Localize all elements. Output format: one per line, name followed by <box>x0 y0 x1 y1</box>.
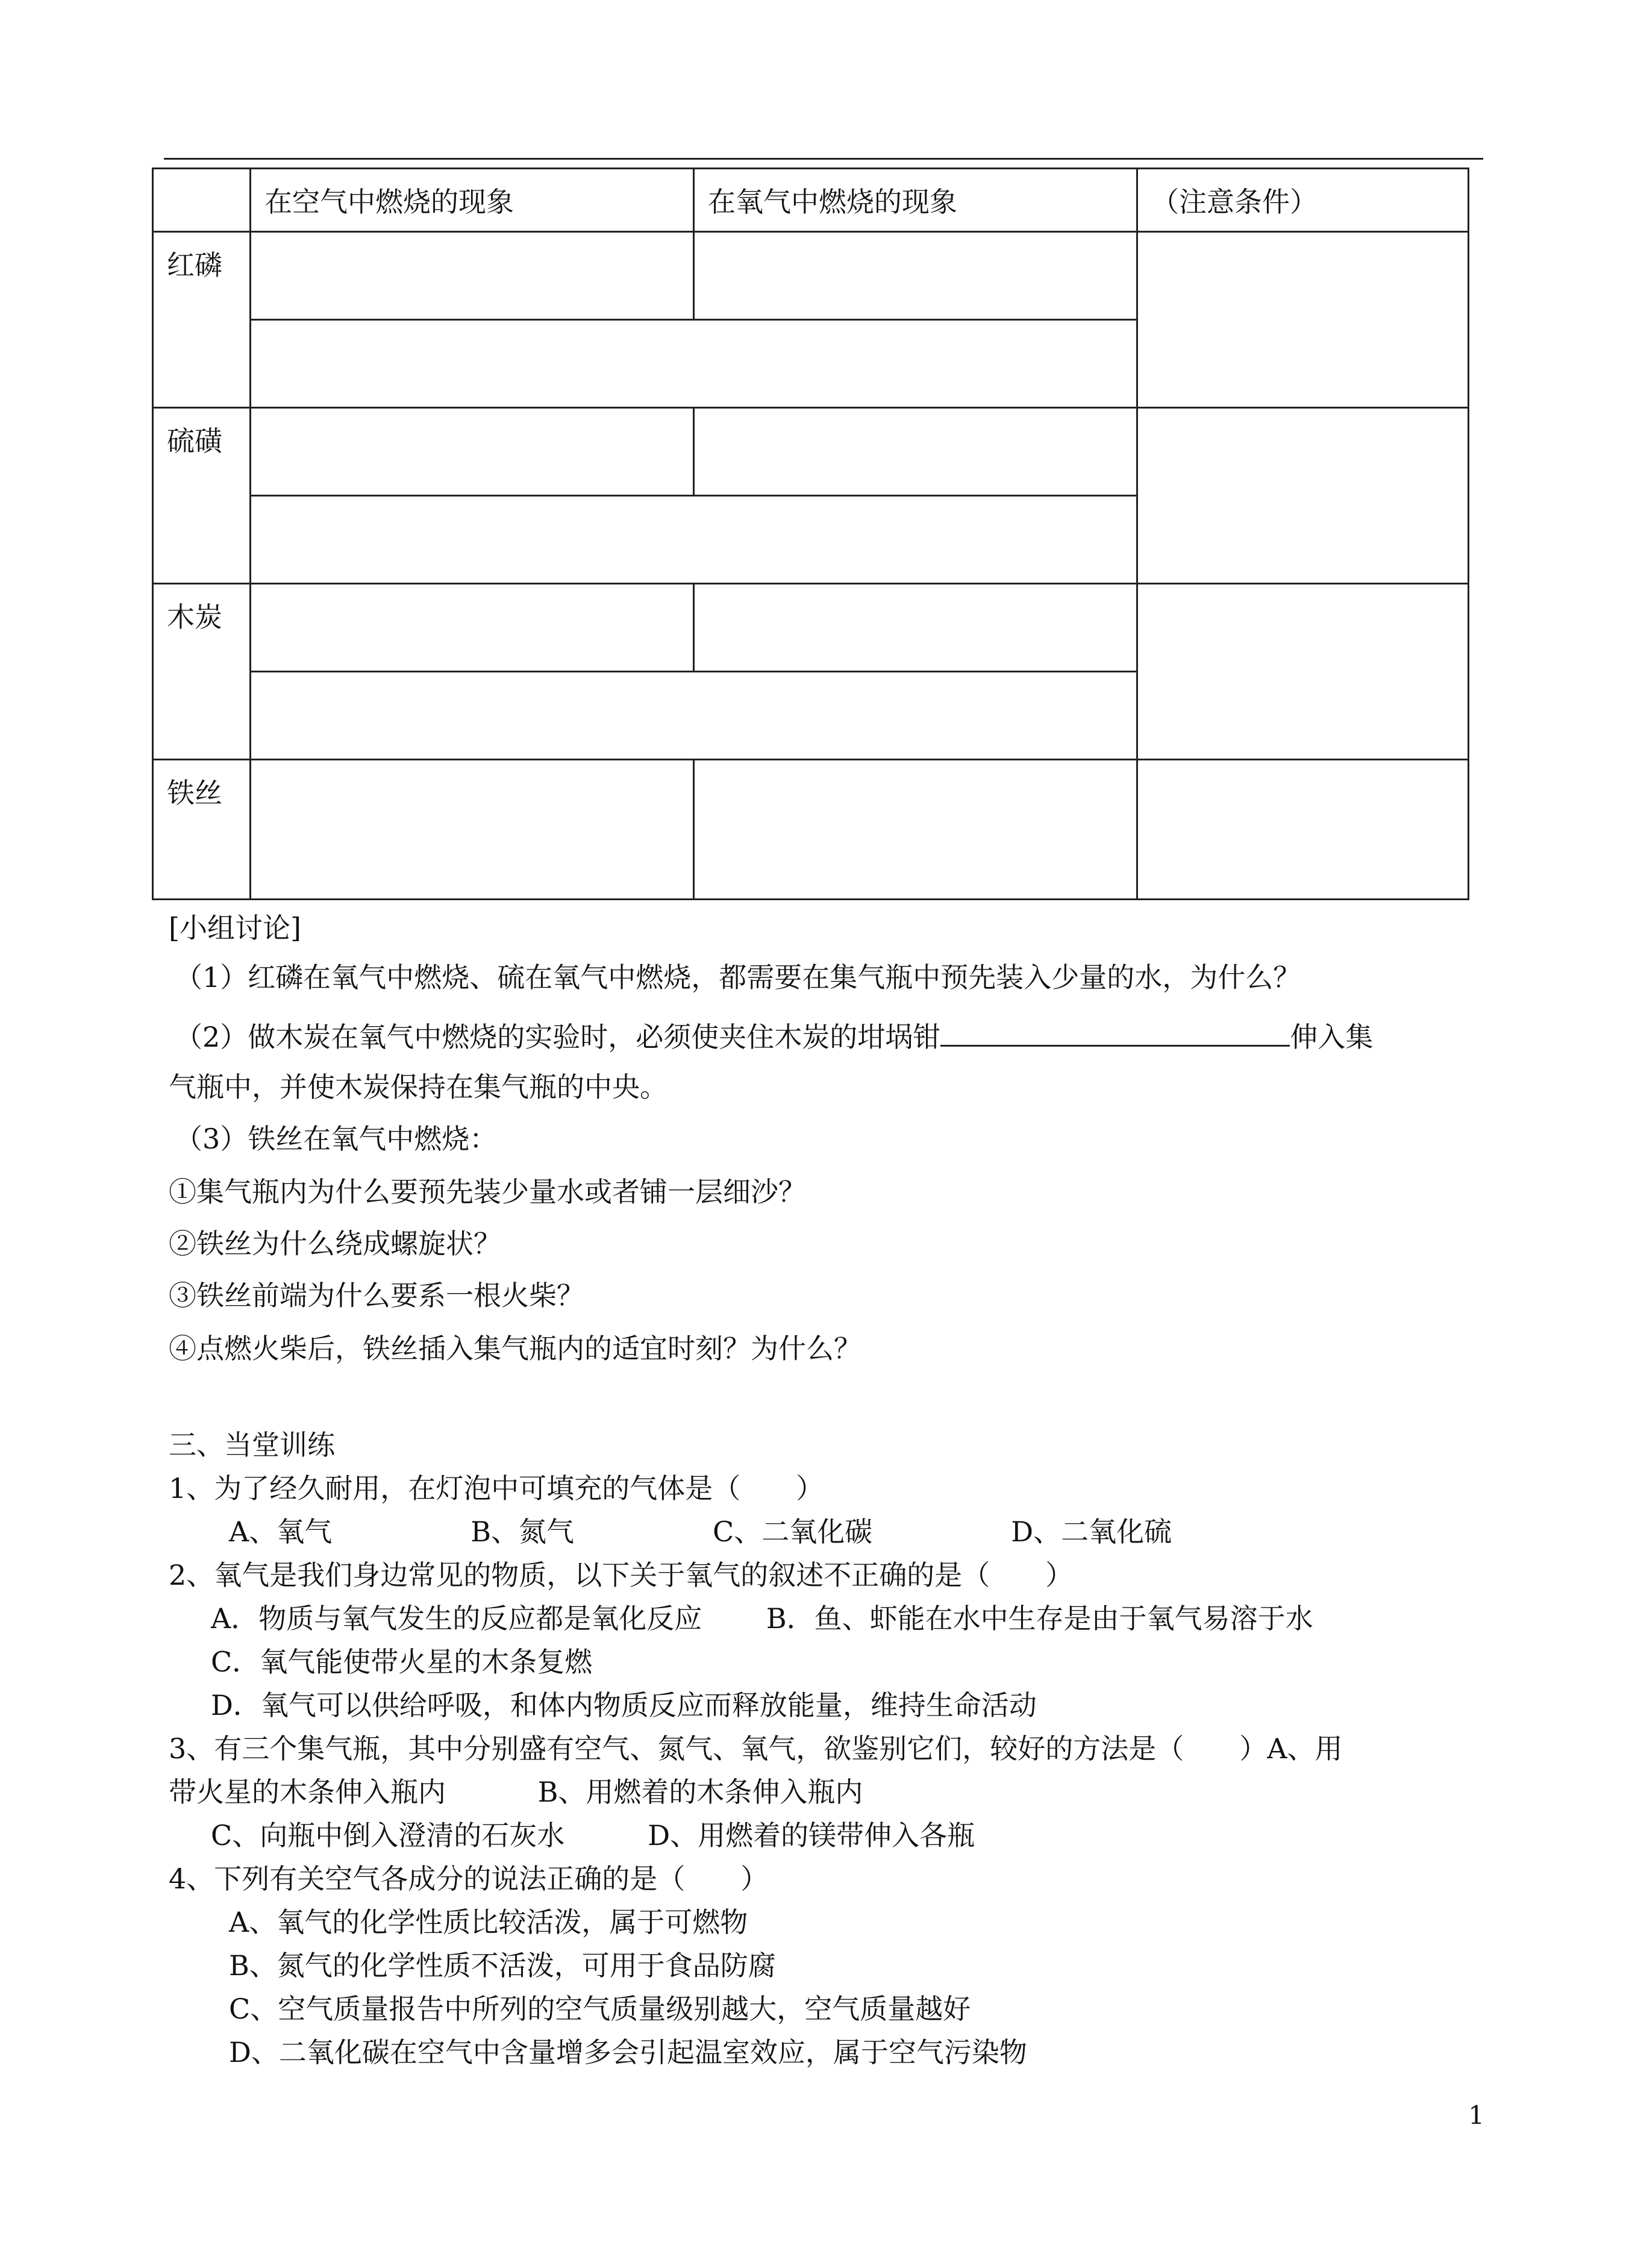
table-header-row <box>153 169 1469 232</box>
training-q1: 1、为了经久耐用，在灯泡中可填充的气体是（ ） <box>169 1472 824 1505</box>
training-q4-b: B、氮气的化学性质不活泼，可用于食品防腐 <box>229 1949 776 1982</box>
discussion-sub3: ③铁丝前端为什么要系一根火柴？ <box>169 1279 584 1312</box>
table-cell <box>251 496 1137 584</box>
table-cell <box>251 760 694 900</box>
table-cell <box>1137 232 1469 408</box>
discussion-q1: （1）红磷在氧气中燃烧、硫在氧气中燃烧，都需要在集气瓶中预先装入少量的水，为什么？ <box>175 961 1301 994</box>
header-rule <box>164 158 1483 160</box>
table-cell <box>694 584 1137 672</box>
table-cell <box>251 672 1137 760</box>
table-cell <box>694 232 1137 320</box>
table-header-cell: 在氧气中燃烧的现象 <box>694 169 1137 232</box>
training-q1-options: A、氧气 B、氮气 C、二氧化碳 D、二氧化硫 <box>229 1515 1172 1548</box>
training-title: 三、当堂训练 <box>169 1429 335 1461</box>
table-cell <box>251 408 694 496</box>
table-cell <box>694 760 1137 900</box>
discussion-sub2: ②铁丝为什么绕成螺旋状？ <box>169 1227 501 1260</box>
discussion-q2-start: （2）做木炭在氧气中燃烧的实验时，必须使夹住木炭的坩埚钳 <box>175 1021 941 1053</box>
discussion-sub1: ①集气瓶内为什么要预先装少量水或者铺一层细沙？ <box>169 1176 806 1208</box>
training-q4-a: A、氧气的化学性质比较活泼，属于可燃物 <box>229 1906 748 1938</box>
discussion-q2-cont: 气瓶中，并使木炭保持在集气瓶的中央。 <box>169 1071 667 1103</box>
training-q4: 4、下列有关空气各成分的说法正确的是（ ） <box>169 1862 769 1895</box>
discussion-q2 <box>175 1018 1373 1054</box>
training-q3-c: C、向瓶中倒入澄清的石灰水 D、用燃着的镁带伸入各瓶 <box>211 1819 975 1852</box>
training-q3-b: 带火星的木条伸入瓶内 B、用燃着的木条伸入瓶内 <box>169 1776 863 1808</box>
combustion-table <box>152 168 1469 900</box>
discussion-sub4: ④点燃火柴后，铁丝插入集气瓶内的适宜时刻？为什么？ <box>169 1332 861 1365</box>
row-label: 红磷 <box>153 232 251 408</box>
table-row <box>153 584 1469 672</box>
row-label: 木炭 <box>153 584 251 760</box>
table-cell <box>251 320 1137 408</box>
row-label: 铁丝 <box>153 760 251 900</box>
table-header-cell: 在空气中燃烧的现象 <box>251 169 694 232</box>
table-cell <box>1137 408 1469 584</box>
table-header-cell <box>153 169 251 232</box>
answer-blank[interactable] <box>940 1018 1290 1047</box>
training-q2-d: D．氧气可以供给呼吸，和体内物质反应而释放能量，维持生命活动 <box>211 1689 1037 1721</box>
training-q2-ab: A．物质与氧气发生的反应都是氧化反应 B．鱼、虾能在水中生存是由于氧气易溶于水 <box>211 1602 1313 1635</box>
table-row <box>153 232 1469 320</box>
training-q3: 3、有三个集气瓶，其中分别盛有空气、氮气、氧气，欲鉴别它们，较好的方法是（ ）A、用 <box>169 1732 1343 1765</box>
table-cell <box>1137 760 1469 900</box>
training-q2: 2、氧气是我们身边常见的物质，以下关于氧气的叙述不正确的是（ ） <box>169 1559 1074 1591</box>
page-number: 1 <box>1468 2100 1484 2130</box>
training-q2-c: C．氧气能使带火星的木条复燃 <box>211 1646 593 1678</box>
table-cell <box>1137 584 1469 760</box>
table-header-cell: （注意条件） <box>1137 169 1469 232</box>
table-row <box>153 408 1469 496</box>
discussion-q3: （3）铁丝在氧气中燃烧： <box>175 1123 498 1155</box>
table-cell <box>251 232 694 320</box>
training-q4-c: C、空气质量报告中所列的空气质量级别越大，空气质量越好 <box>229 1993 971 2025</box>
discussion-title: [小组讨论] <box>169 912 301 944</box>
discussion-q2-end: 伸入集 <box>1290 1021 1374 1053</box>
row-label: 硫磺 <box>153 408 251 584</box>
table-cell <box>694 408 1137 496</box>
table-row <box>153 760 1469 900</box>
training-q4-d: D、二氧化碳在空气中含量增多会引起温室效应，属于空气污染物 <box>229 2036 1027 2069</box>
table-cell <box>251 584 694 672</box>
